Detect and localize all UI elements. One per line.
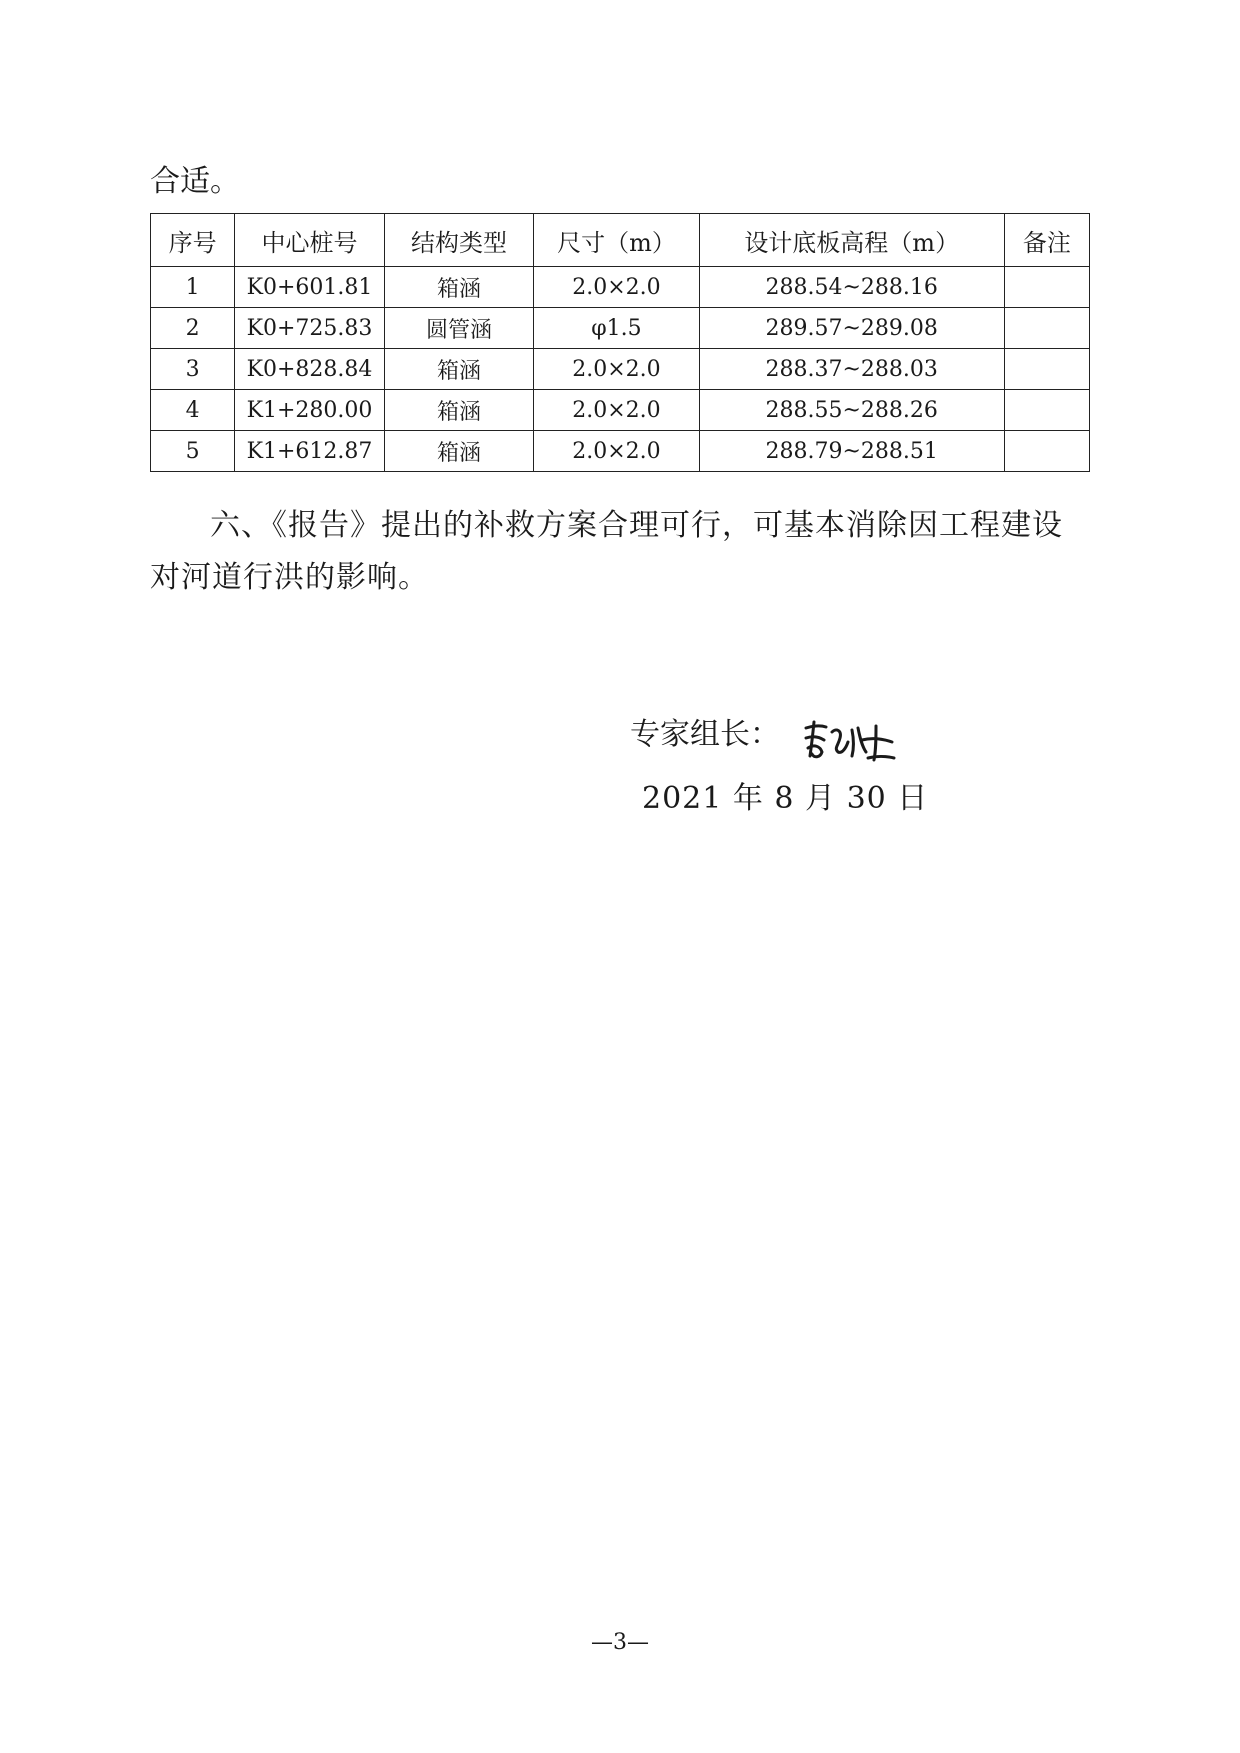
cell-size: 2.0×2.0 xyxy=(534,267,700,308)
cell-remarks xyxy=(1004,267,1089,308)
table-row xyxy=(151,349,1090,390)
cell-seq: 2 xyxy=(151,308,235,349)
table-row xyxy=(151,390,1090,431)
cell-remarks xyxy=(1004,390,1089,431)
header-type: 结构类型 xyxy=(384,214,533,267)
cell-size: φ1.5 xyxy=(534,308,700,349)
signoff-label: 专家组长： xyxy=(630,717,780,752)
cell-stake: K1+612.87 xyxy=(235,431,384,472)
cell-seq: 1 xyxy=(151,267,235,308)
paragraph-six: 六、《报告》提出的补救方案合理可行，可基本消除因工程建设对河道行洪的影响。 xyxy=(150,508,1063,595)
table-row xyxy=(151,431,1090,472)
cell-seq: 3 xyxy=(151,349,235,390)
header-stake: 中心桩号 xyxy=(235,214,384,267)
handwritten-signature xyxy=(800,718,900,764)
cell-elevation: 289.57~289.08 xyxy=(699,308,1004,349)
culvert-table xyxy=(150,213,1090,472)
table-header-row xyxy=(151,214,1090,267)
cell-seq: 5 xyxy=(151,431,235,472)
cell-type: 圆管涵 xyxy=(384,308,533,349)
cell-elevation: 288.55~288.26 xyxy=(699,390,1004,431)
cell-elevation: 288.37~288.03 xyxy=(699,349,1004,390)
header-remarks: 备注 xyxy=(1004,214,1089,267)
cell-stake: K0+828.84 xyxy=(235,349,384,390)
header-seq: 序号 xyxy=(151,214,235,267)
cell-type: 箱涵 xyxy=(384,390,533,431)
cell-type: 箱涵 xyxy=(384,267,533,308)
header-elevation: 设计底板高程（m） xyxy=(699,214,1004,267)
document-date: 2021 年 8 月 30 日 xyxy=(642,781,929,816)
cell-stake: K1+280.00 xyxy=(235,390,384,431)
cell-remarks xyxy=(1004,349,1089,390)
cell-size: 2.0×2.0 xyxy=(534,431,700,472)
cell-elevation: 288.79~288.51 xyxy=(699,431,1004,472)
continuation-text: 合适。 xyxy=(150,164,240,199)
cell-remarks xyxy=(1004,308,1089,349)
table-row xyxy=(151,267,1090,308)
cell-remarks xyxy=(1004,431,1089,472)
header-size: 尺寸（m） xyxy=(534,214,700,267)
cell-size: 2.0×2.0 xyxy=(534,349,700,390)
table-row xyxy=(151,308,1090,349)
page-number: —3— xyxy=(591,1630,649,1655)
cell-size: 2.0×2.0 xyxy=(534,390,700,431)
cell-elevation: 288.54~288.16 xyxy=(699,267,1004,308)
cell-type: 箱涵 xyxy=(384,431,533,472)
cell-stake: K0+601.81 xyxy=(235,267,384,308)
cell-type: 箱涵 xyxy=(384,349,533,390)
cell-stake: K0+725.83 xyxy=(235,308,384,349)
cell-seq: 4 xyxy=(151,390,235,431)
